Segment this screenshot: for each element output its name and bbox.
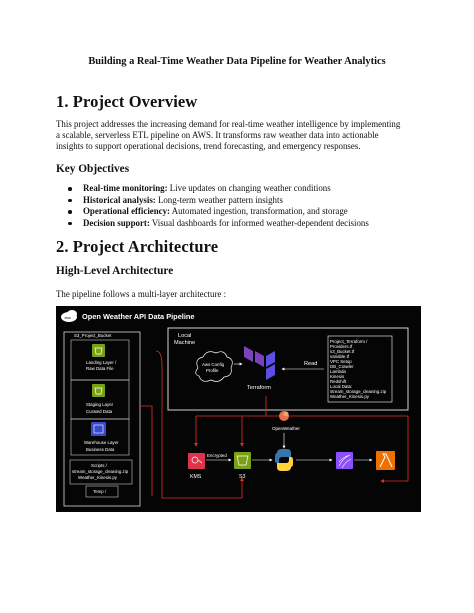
kinesis-icon <box>336 452 353 469</box>
scripts-file-zip: stream_storage_cleaning.zip <box>72 469 129 474</box>
objective-text: Visual dashboards for informed weather-dependent decisions <box>149 217 369 228</box>
encrypted-label: Encrypted <box>207 453 227 458</box>
overview-line: insights to support operational decisions, trend forecasting, and emergency responses. <box>56 141 361 152</box>
key-objectives-heading: Key Objectives <box>56 163 130 175</box>
aws-config-label: Aws Config <box>202 362 225 367</box>
objective-label: Historical analysis: <box>83 194 156 205</box>
file-item: DB_Crawler <box>330 364 354 369</box>
scripts-file-py: Weather_Kinesis.py <box>78 475 117 480</box>
section-heading-project-architecture: 2. Project Architecture <box>56 237 219 256</box>
cloud-icon <box>61 310 77 322</box>
overview-paragraph <box>56 119 426 153</box>
architecture-diagram <box>56 306 421 512</box>
list-item <box>66 195 446 207</box>
kms-icon <box>188 453 205 469</box>
objective-label: Operational efficiency: <box>83 206 170 217</box>
list-item <box>66 218 446 230</box>
objectives-list <box>66 183 446 229</box>
staging-layer-sublabel: Curated Data <box>86 409 113 414</box>
bucket-icon <box>92 384 105 397</box>
scripts-label: Scripts / <box>91 463 107 468</box>
staging-layer-label: Staging Layer <box>86 402 114 407</box>
s3-bucket-title: S3_Project_Bucket <box>74 333 112 338</box>
s3-icon <box>234 452 251 469</box>
diagram-title: Open Weather API Data Pipeline <box>82 312 195 321</box>
file-item: Local Data: <box>330 384 353 389</box>
file-item: variable.tf <box>330 354 350 359</box>
overview-line: This project addresses the increasing demand for real-time weather intelligence by implementing <box>56 119 401 129</box>
objective-text: Long-term weather pattern insights <box>155 194 283 205</box>
local-machine-sublabel: Machine <box>174 340 196 346</box>
document-title: Building a Real-Time Weather Data Pipeline for Weather Analytics <box>88 56 386 67</box>
file-item: stream_storage_cleaning.zip <box>330 389 387 394</box>
bucket-icon <box>92 344 105 357</box>
file-item: VPC Setup <box>330 359 352 364</box>
file-item: Providers.tf <box>330 344 353 349</box>
terraform-icon <box>244 346 275 380</box>
file-item: Project_Terraform / <box>330 339 368 344</box>
landing-layer-label: Landing Layer / <box>86 360 117 365</box>
bullet-icon <box>68 187 72 191</box>
file-item: s3_Bucket.tf <box>330 349 355 354</box>
warehouse-layer-label: Warehouse Layer <box>84 440 119 445</box>
objective-text: Automated ingestion, transformation, and storage <box>170 206 348 217</box>
terraform-label: Terraform <box>247 385 271 391</box>
temp-label: Temp / <box>93 489 107 494</box>
high-level-architecture-heading: High-Level Architecture <box>56 265 174 277</box>
local-machine-label: Local <box>178 333 192 339</box>
warehouse-layer-sublabel: Business Data <box>86 447 115 452</box>
list-item <box>66 183 446 195</box>
section-heading-project-overview: 1. Project Overview <box>56 92 198 111</box>
overview-line: a scalable, serverless ETL pipeline on AWS. It transforms raw weather data into actionable <box>56 130 379 141</box>
list-item <box>66 206 446 218</box>
objective-label: Decision support: <box>83 217 150 228</box>
bullet-icon <box>68 210 72 214</box>
file-item: Lambda <box>330 369 346 374</box>
file-item: Weather_Kinesis.py <box>330 394 369 399</box>
file-item: Redshift <box>330 379 347 384</box>
file-item: Kinesis <box>330 374 345 379</box>
read-label: Read <box>304 361 318 367</box>
aws-config-sublabel: Profile <box>206 368 219 373</box>
kms-label: KMS <box>190 474 202 480</box>
objective-text: Live updates on changing weather conditions <box>167 183 331 193</box>
objective-label: Real-time monitoring: <box>83 183 168 193</box>
redshift-icon <box>91 422 106 436</box>
architecture-intro: The pipeline follows a multi-layer architecture : <box>56 289 227 299</box>
openweather-label: OpenWeather <box>272 426 300 431</box>
architecture-diagram-svg <box>56 306 421 512</box>
bullet-icon <box>68 222 72 226</box>
bullet-icon <box>68 199 72 203</box>
python-icon <box>275 449 293 471</box>
svg-text:aws: aws <box>64 316 71 320</box>
landing-layer-sublabel: Raw Data File <box>86 366 114 371</box>
s3-label: S3 <box>239 474 246 480</box>
